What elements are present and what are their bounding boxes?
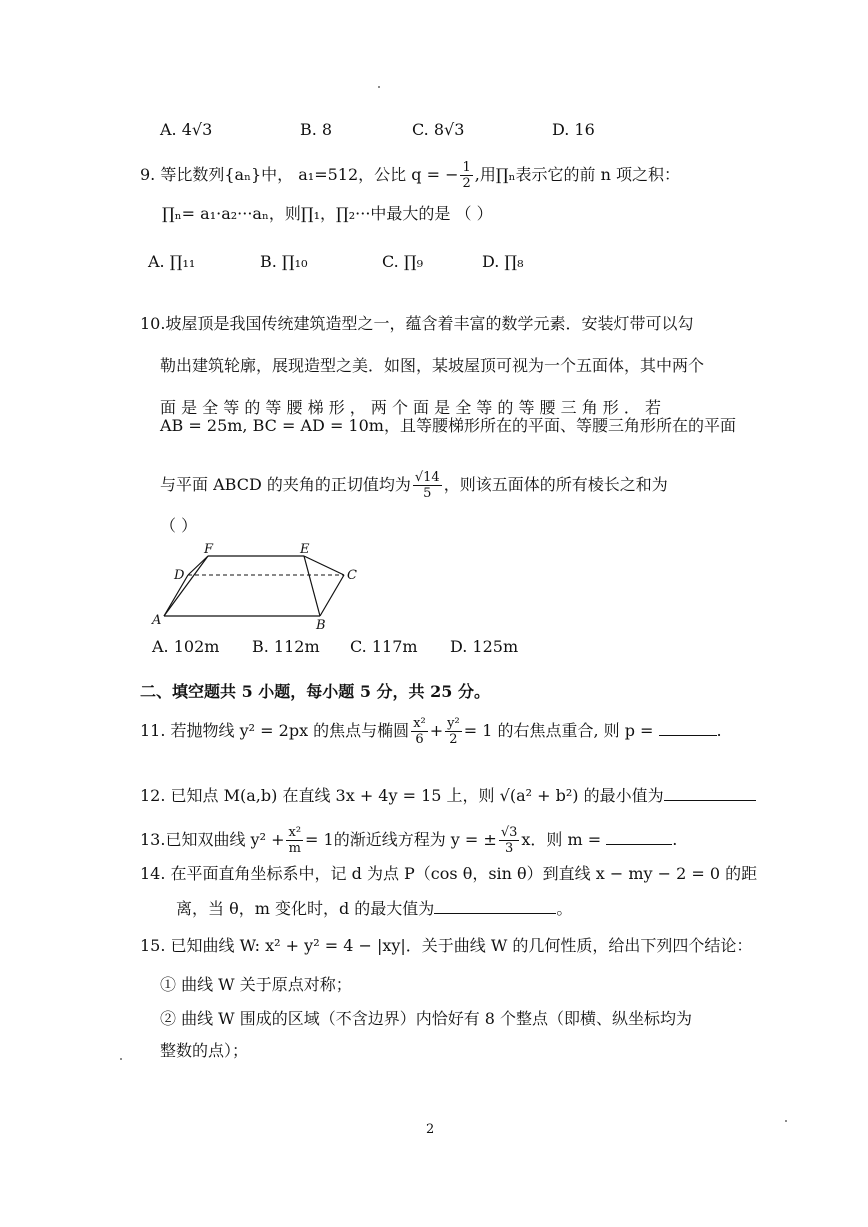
q14-stem-line2 <box>176 898 572 920</box>
q11-equals: = 1 <box>463 721 493 740</box>
q8-option-a: A. 4√3 <box>160 120 213 139</box>
q13-stem-mid: = 1的渐近线方程为 y = ± <box>305 830 497 849</box>
q10-fraction-numerator: √14 <box>414 470 440 485</box>
q10-fraction-denominator: 5 <box>423 486 432 501</box>
edge-bc <box>320 575 344 616</box>
q10-stem-line3: 面 是 全 等 的 等 腰 梯 形 ， 两 个 面 是 全 等 的 等 腰 三 角 形 ． 若 <box>160 398 661 417</box>
q14-stem-line1: 14. 在平面直角坐标系中，记 d 为点 P（cos θ，sin θ）到直线 x − my − 2 = 0 的距 <box>140 864 758 883</box>
q14-stem-line2-end: 。 <box>556 899 573 918</box>
q13-fraction2-numerator: √3 <box>500 825 518 840</box>
q10-option-b: B. 112m <box>252 637 320 656</box>
q10-option-a: A. 102m <box>152 637 220 656</box>
q9-option-a: A. ∏₁₁ <box>148 252 196 271</box>
q10-pentahedron-figure <box>148 540 368 630</box>
q13-fraction2-denominator: 3 <box>504 841 514 856</box>
scan-speck <box>378 86 380 88</box>
q10-stem-line5-post: ，则该五面体的所有棱长之和为 <box>443 475 668 494</box>
label-b: B <box>316 618 326 630</box>
q9-option-c: C. ∏₉ <box>382 252 423 271</box>
edge-eb <box>304 556 320 616</box>
q9-stem-line2: ∏ₙ= a₁·a₂···aₙ，则∏₁，∏₂···中最大的是 （ ） <box>162 204 493 223</box>
q10-option-d: D. 125m <box>450 637 519 656</box>
q10-stem-line5 <box>160 470 668 501</box>
q9-stem-line1 <box>140 160 680 191</box>
q8-option-d: D. 16 <box>552 120 595 139</box>
scan-speck <box>120 1058 122 1060</box>
q13-fraction1-denominator: m <box>288 841 301 856</box>
q10-option-c: C. 117m <box>350 637 418 656</box>
q12-answer-blank[interactable] <box>664 800 756 801</box>
page-number: 2 <box>426 1122 435 1137</box>
q12-stem <box>140 785 756 807</box>
edge-ec <box>304 556 344 575</box>
q10-stem-line2: 勒出建筑轮廓，展现造型之美．如图，某坡屋顶可视为一个五面体，其中两个 <box>160 356 705 375</box>
q8-option-c: C. 8√3 <box>412 120 465 139</box>
scan-speck <box>785 1120 787 1122</box>
label-d: D <box>174 568 185 583</box>
q11-stem: 11. 若抛物线 y² = 2px 的焦点与椭圆 $\frac{\text{x²}}{6}$ + $\frac{\text{y²}}{2}$ = 1 的右焦点重合, 则 p = . <box>140 716 722 747</box>
q11-fraction2-numerator: y² <box>447 716 460 731</box>
q15-item-1: ① 曲线 W 关于原点对称； <box>160 975 352 994</box>
q13-fraction1-numerator: x² <box>288 825 302 840</box>
q9-option-d: D. ∏₈ <box>482 252 524 271</box>
q11-fraction1-denominator: 6 <box>415 732 424 747</box>
q12-stem-text: 12. 已知点 M(a,b) 在直线 3x + 4y = 15 上，则 √(a² + b²) 的最小值为 <box>140 786 664 805</box>
q15-stem-line1: 15. 已知曲线 W: x² + y² = 4 − |xy|．关于曲线 W 的几何性质，给出下列四个结论： <box>140 936 753 955</box>
label-a: A <box>152 613 162 628</box>
q13-fraction-x2-m <box>286 825 303 856</box>
label-c: C <box>347 568 357 583</box>
q11-ellipse-fraction-y <box>445 716 462 747</box>
q9-fraction-denominator: 2 <box>462 176 471 191</box>
q15-item-2-line2: 整数的点）； <box>160 1041 249 1060</box>
q9-fraction-numerator: 1 <box>462 160 471 175</box>
label-e: E <box>300 542 310 557</box>
q9-stem-post: ,用∏ₙ表示它的前 n 项之积： <box>474 165 680 184</box>
q10-stem-line1: 10.坡屋顶是我国传统建筑造型之一，蕴含着丰富的数学元素．安装灯带可以勾 <box>140 314 694 333</box>
q11-stem-pre: 11. 若抛物线 y² = 2px 的焦点与椭圆 <box>140 721 410 740</box>
q10-tangent-fraction <box>413 470 442 501</box>
q11-fraction2-denominator: 2 <box>449 732 458 747</box>
q11-ellipse-fraction-x <box>411 716 428 747</box>
label-f: F <box>204 542 214 557</box>
q11-stem-post: 的右焦点重合, 则 p = <box>492 721 659 740</box>
q9-stem-pre: 9. 等比数列{aₙ}中， a₁=512，公比 q = − <box>140 165 459 184</box>
q10-answer-paren: （ ） <box>160 516 198 535</box>
q10-stem-line5-pre: 与平面 ABCD 的夹角的正切值均为 <box>160 475 411 494</box>
q9-ratio-fraction <box>460 160 472 191</box>
q9-option-b: B. ∏₁₀ <box>260 252 308 271</box>
q11-fraction1-numerator: x² <box>413 716 426 731</box>
q13-stem-pre: 13.已知双曲线 y² + <box>140 830 285 849</box>
q13-stem-post: x．则 m = <box>521 830 607 849</box>
edge-fd <box>188 556 208 575</box>
q14-stem-line2-text: 离，当 θ，m 变化时，d 的最大值为 <box>176 899 435 918</box>
q11-answer-blank[interactable] <box>659 735 717 736</box>
q13-stem: 13.已知双曲线 y² + $\frac{\text{x²}}{m}$ = 1的渐近线方程为 y = ± $\frac{√3}{3}$ x．则 m = . <box>140 825 678 856</box>
q10-stem-line4: AB = 25m, BC = AD = 10m，且等腰梯形所在的平面、等腰三角形所在的平面 <box>160 416 736 435</box>
q13-answer-blank[interactable] <box>606 844 672 845</box>
q15-item-2-line1: ② 曲线 W 围成的区域（不含边界）内恰好有 8 个整点（即横、纵坐标均为 <box>160 1009 693 1028</box>
edge-fa <box>164 556 208 616</box>
q8-option-b: B. 8 <box>300 120 333 139</box>
q14-answer-blank[interactable] <box>434 913 556 914</box>
q13-fraction-sqrt3-3 <box>499 825 520 856</box>
section-2-heading: 二、填空题共 5 小题，每小题 5 分，共 25 分。 <box>140 682 490 701</box>
q11-plus: + <box>429 721 444 740</box>
